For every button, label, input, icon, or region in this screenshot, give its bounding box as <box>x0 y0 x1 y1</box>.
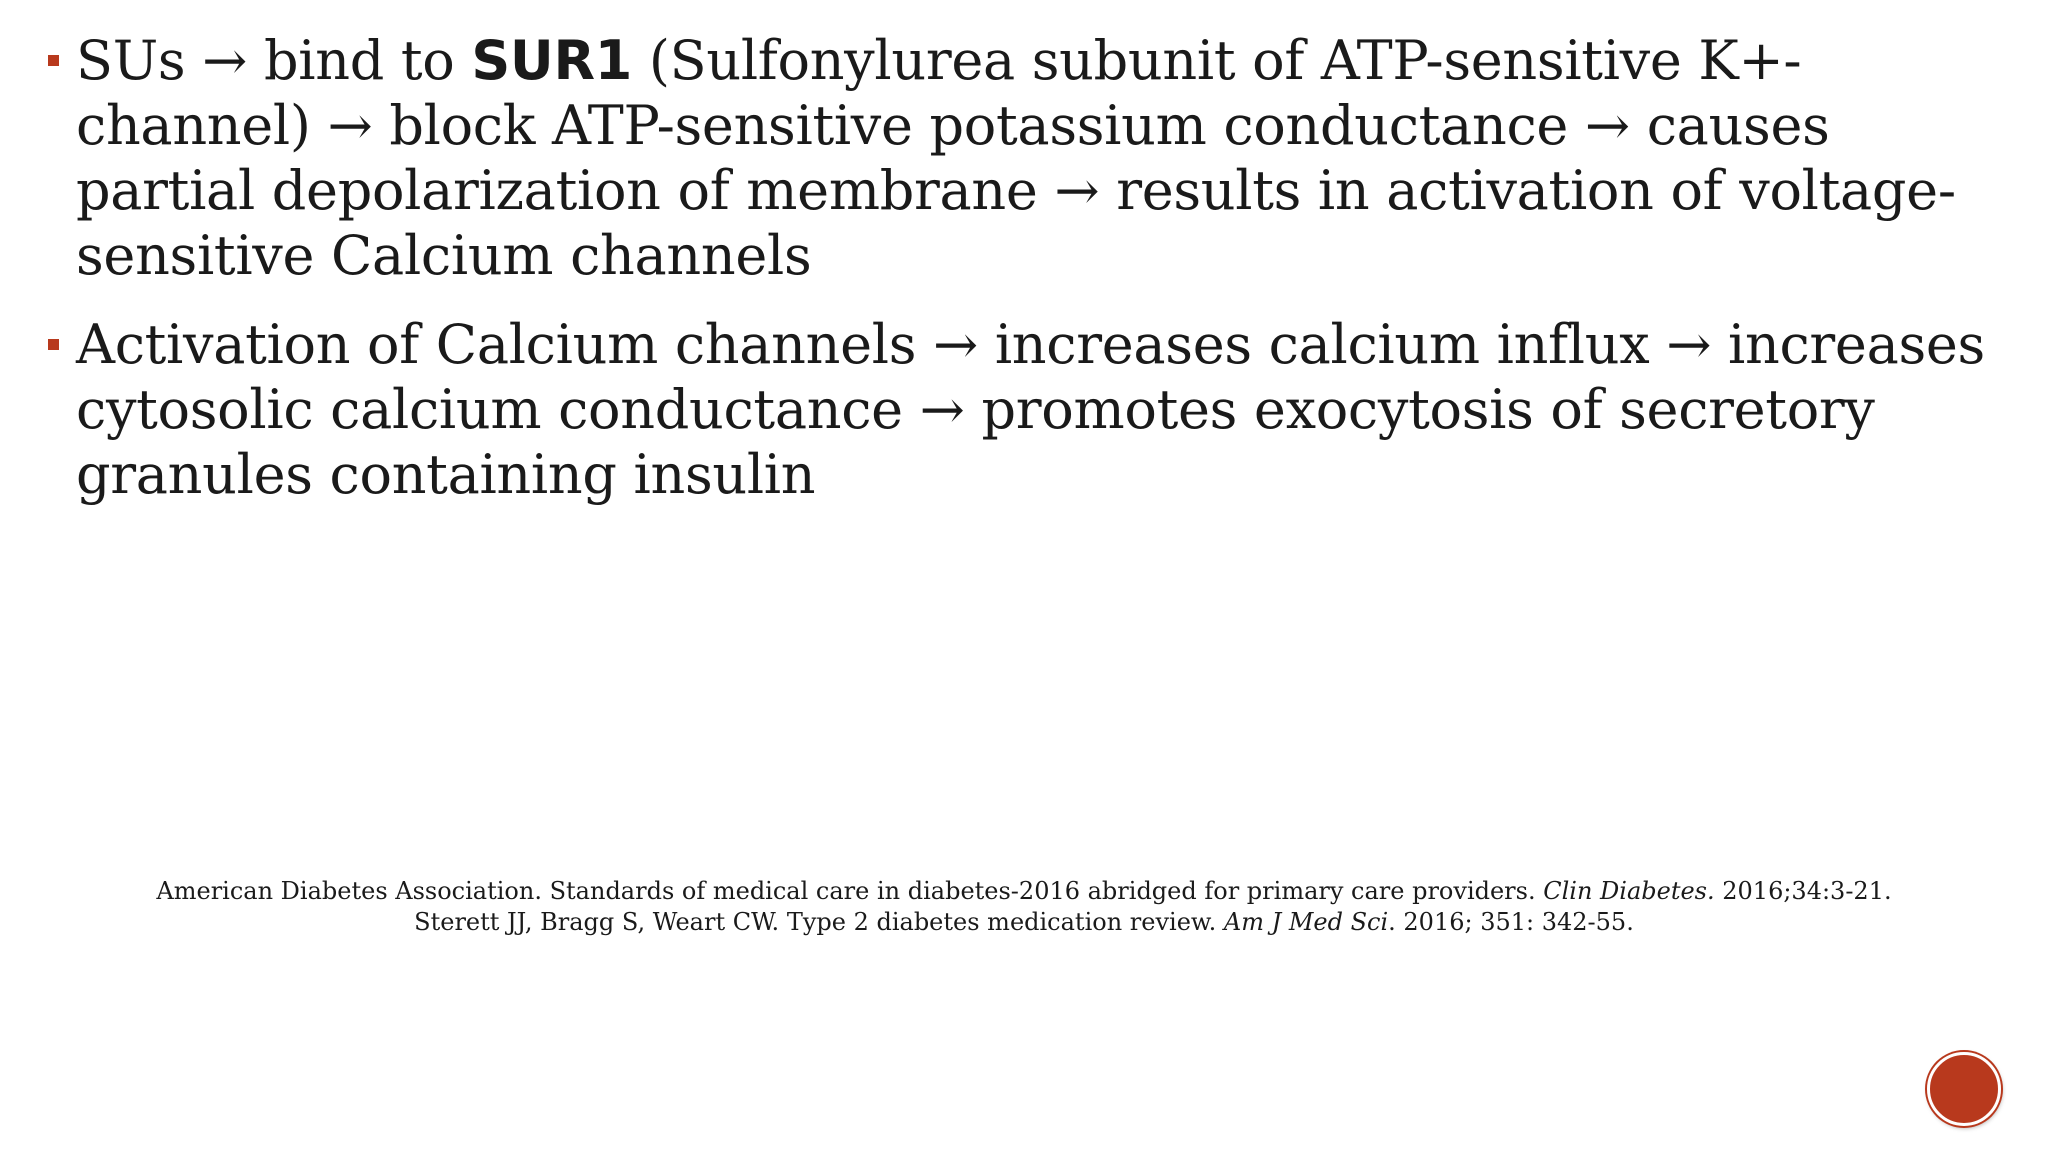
reference-1-post: 2016;34:3-21. <box>1714 877 1892 905</box>
bullet-2-text: Activation of Calcium channels → increases calcium influx → increases cytosolic calcium conductance → promotes exocytosis of secretory granules containing insulin <box>76 313 1985 506</box>
bullet-1-bold: SUR1 <box>471 29 633 92</box>
square-bullet-icon <box>48 339 59 350</box>
square-bullet-icon <box>48 55 59 66</box>
reference-2-journal: Am J Med Sci <box>1223 908 1389 936</box>
reference-2-pre: Sterett JJ, Bragg S, Weart CW. Type 2 diabetes medication review. <box>414 908 1224 936</box>
bullet-1-pre: SUs → bind to <box>76 29 472 92</box>
reference-2-post: . 2016; 351: 342-55. <box>1388 908 1634 936</box>
circle-nav-icon[interactable] <box>1927 1052 2001 1126</box>
reference-1-pre: American Diabetes Association. Standards of medical care in diabetes-2016 abridged for primary care providers. <box>156 877 1544 905</box>
bullet-1-post: (Sulfonylurea subunit of ATP-sensitive K+-channel) → block ATP-sensitive potassium conductance → causes partial depolarization of membrane → results in activation of voltage-sensitive Calcium channels <box>76 29 1956 287</box>
reference-1-journal: Clin Diabetes. <box>1543 877 1715 905</box>
bullet-list <box>44 28 2024 531</box>
references <box>0 876 2048 938</box>
bullet-item-2 <box>44 312 2024 507</box>
reference-1 <box>0 876 2048 907</box>
reference-2 <box>0 907 2048 938</box>
bullet-item-1 <box>44 28 2024 288</box>
